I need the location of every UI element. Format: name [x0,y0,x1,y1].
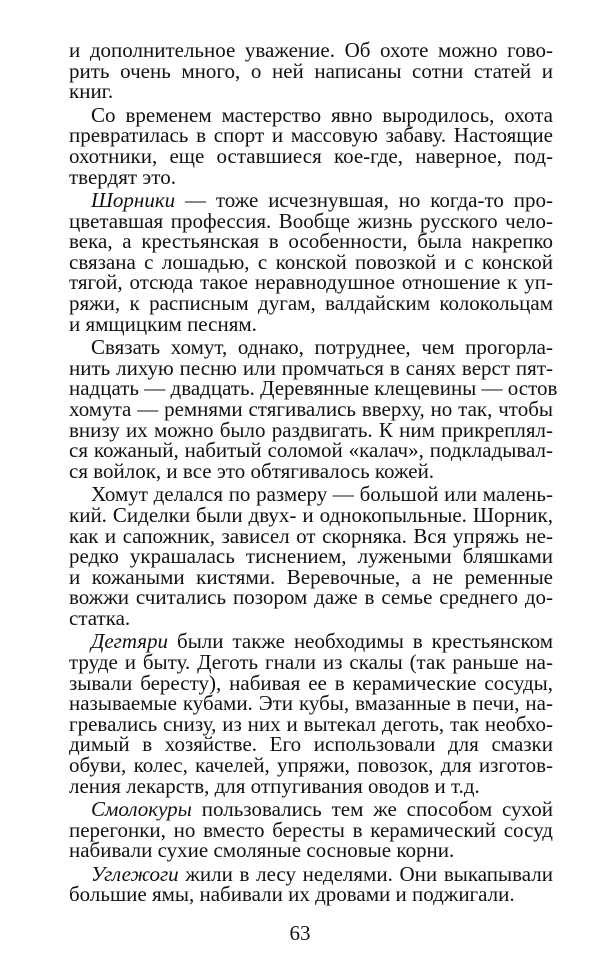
paragraph-first-line: Дегтяри были также необходимы в крестьянском [91,629,553,654]
text-line: и ямщицким песням. [69,311,257,336]
text-line: называемые кубами. Эти кубы, вмазанные в печи, на- [69,691,553,716]
term-italic: Шорники [91,188,176,213]
text-line: книг. [69,79,114,104]
page-number: 63 [289,921,311,945]
text-line: статка. [69,605,131,630]
text-line: и кожаными кистями. Веревочные, а не ременные [69,564,553,589]
text-line: вожжи считались позором даже в семье среднего до- [69,585,553,610]
text-line: цветавшая профессия. Вообще жизнь русского чело- [69,208,553,233]
term-italic: Дегтяри [91,629,169,654]
text-line: века, а крестьянская в особенности, была накрепко [69,229,553,254]
term-italic: Смолокуры [91,797,192,822]
text-line: хомута — ремнями стягивались вверху, но так, чтобы [69,397,553,421]
text-line: ряжи, к расписным дугам, валдайским колокольцам [69,291,553,315]
paragraph-first-line: Со временем мастерство явно выродилось, охота [91,102,553,127]
text-line: ся кожаный, набитый соломой «калач», подкладывал- [69,438,553,463]
text-line: набивали сухие смоляные сосновые корни. [69,838,455,863]
text-line: гревались снизу, из них и вытекал деготь, так необхо- [69,711,553,736]
text-line: охотники, еще оставшиеся кое-где, наверное, под- [69,143,553,168]
text-line: нить лихую песню или промчаться в санях верст пят- [69,355,553,380]
text-line: твердят это. [69,164,176,189]
paragraph-first-line: Хомут делался по размеру — большой или малень- [91,482,553,507]
paragraph-first-line: Шорники — тоже исчезнувшая, но когда-то про- [91,188,553,213]
text-line: зывали бересту), набивая ее в керамические сосуды, [69,670,553,695]
text-line: ления лекарств, для отпугивания оводов и т.д. [69,773,480,798]
text-line: обуви, колес, качелей, упряжи, повозок, для изготов- [69,752,553,777]
text-line: перегонки, но вместо бересты в керамический сосуд [69,817,553,842]
text-line: превратилась в спорт и массовую забаву. Настоящие [69,123,553,148]
text-line: рить очень много, о ней написаны сотни статей и [69,58,553,83]
paragraph-first-line: Углежоги жили в лесу неделями. Они выкапывали [91,861,553,886]
text-line: труде и быту. Деготь гнали из скалы (так раньше на- [69,650,553,674]
paragraph-first-line: Смолокуры пользовались тем же способом сухой [91,797,553,822]
text-line: ся войлок, и все это обтягивалось кожей. [69,458,435,483]
text-line: большие ямы, набивали их дровами и поджигали. [69,882,515,907]
text-line: тягой, отсюда такое неравнодушное отношение к уп- [69,270,553,295]
paragraph-first-line: Связать хомут, однако, потруднее, чем прогорла- [91,335,553,360]
text-line: димый в хозяйстве. Его использовали для смазки [69,732,553,757]
text-line: как и сапожник, зависел от скорняка. Вся упряжь не- [69,523,553,548]
text-line: редко украшалась тиснением, лужеными бляшками [69,544,553,568]
text-line: надцать — двадцать. Деревянные клещевины — остов [69,376,558,401]
text-line: кий. Сиделки были двух- и однокопыльные. Шорник, [69,502,553,527]
text-line: и дополнительное уважение. Об охоте можно гово- [69,38,553,62]
term-italic: Углежоги [91,861,179,886]
text-line: внизу их можно было раздвигать. К ним прикреплял- [69,417,553,442]
text-line: связана с лошадью, с конской повозкой и с конской [69,249,553,274]
